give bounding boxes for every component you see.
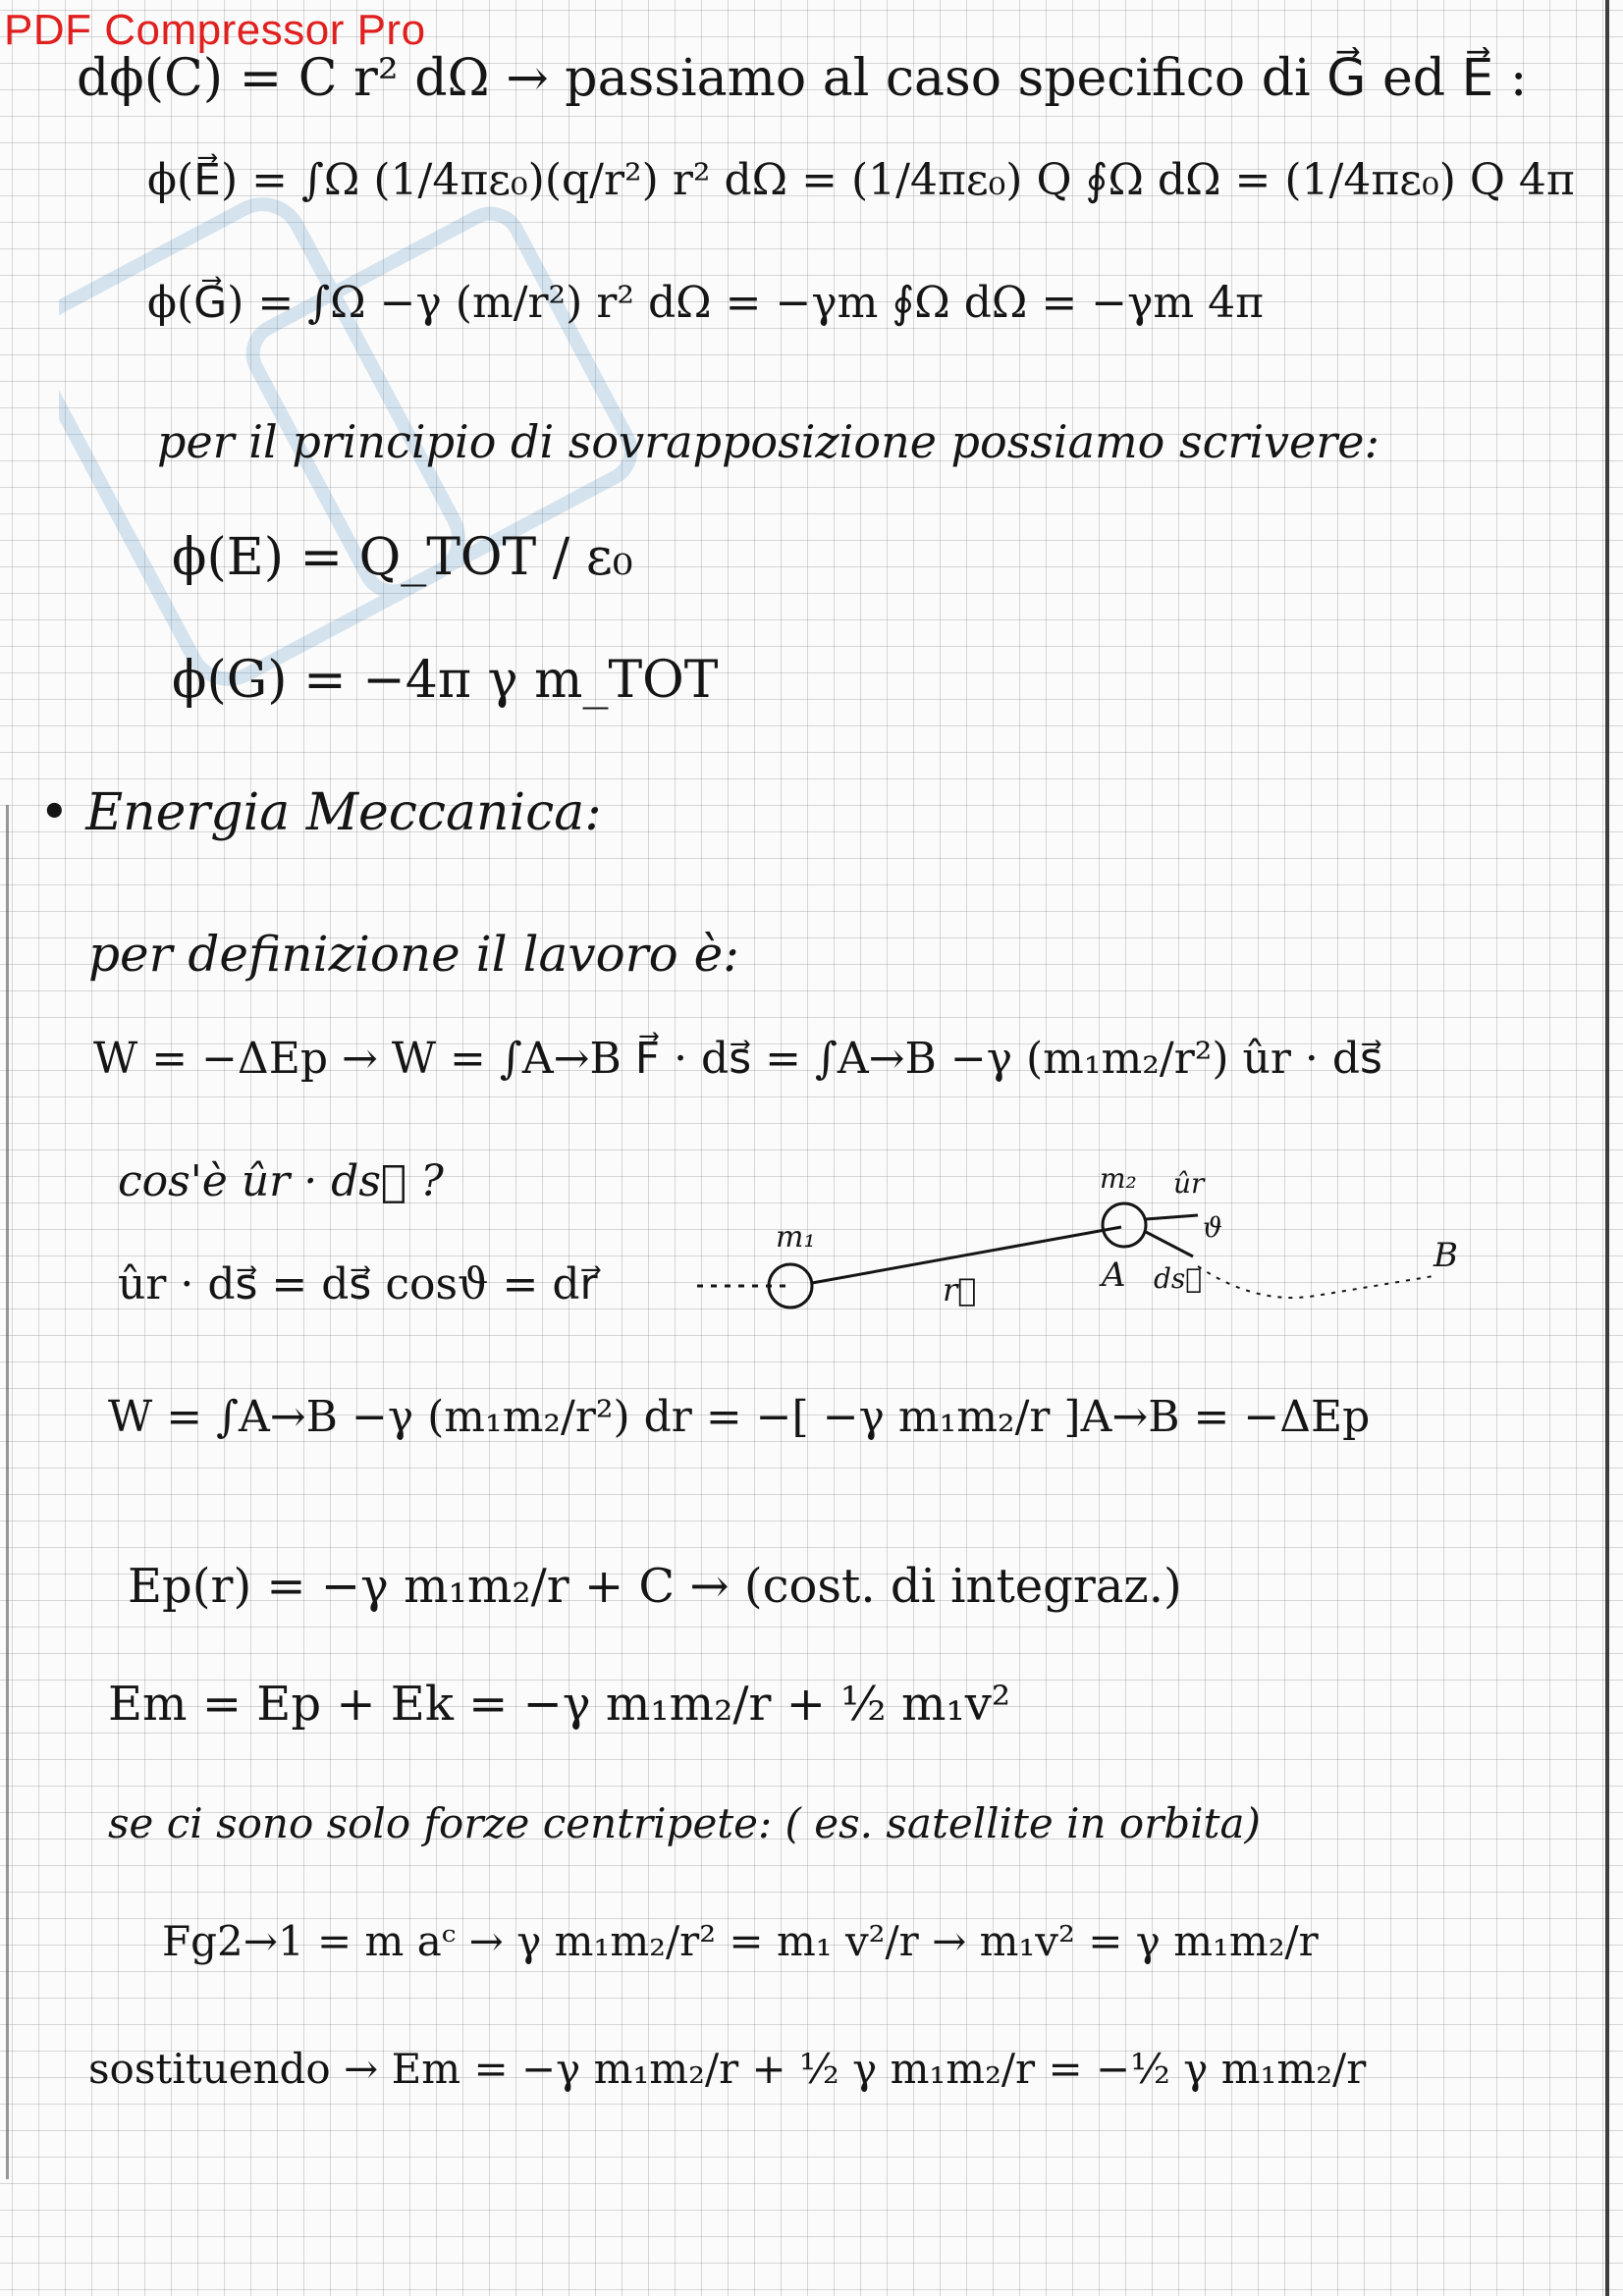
- line-question: cos'è ûr · ds⃗ ?: [118, 1156, 444, 1206]
- page-edge: [1605, 0, 1609, 2296]
- label-r: r⃗: [943, 1271, 977, 1308]
- line-work-integral: W = −ΔEp → W = ∫A→B F⃗ · ds⃗ = ∫A→B −γ (m₁m₂/r²) ûr · ds⃗: [93, 1034, 1382, 1084]
- line-substitution: sostituendo → Em = −γ m₁m₂/r + ½ γ m₁m₂/r = −½ γ m₁m₂/r: [88, 2045, 1367, 2093]
- line-gauss-E: ϕ(E) = Q_TOT / ε₀: [172, 528, 633, 587]
- line-centripetal: se ci sono solo forze centripete: ( es. satellite in orbita): [108, 1799, 1261, 1847]
- label-A: A: [1102, 1255, 1126, 1295]
- label-ds: ds⃗: [1154, 1262, 1203, 1295]
- line-gauss-G: ϕ(G) = −4π γ m_TOT: [172, 651, 719, 710]
- orbit-diagram: [668, 1158, 1473, 1355]
- label-ur: ûr: [1173, 1167, 1205, 1200]
- mass-2-circle: [1103, 1203, 1146, 1247]
- line-mechanical-energy: Em = Ep + Ek = −γ m₁m₂/r + ½ m₁v²: [108, 1677, 1011, 1732]
- ds-arrow: [1146, 1232, 1193, 1256]
- line-potential-energy: Ep(r) = −γ m₁m₂/r + C → (cost. di integraz.): [128, 1559, 1182, 1614]
- line-work-definition: per definizione il lavoro è:: [88, 926, 740, 983]
- label-B: B: [1434, 1236, 1458, 1275]
- label-m1: m₁: [776, 1220, 816, 1255]
- unit-vector-arrow: [1146, 1215, 1198, 1219]
- line-superposition: per il principio di sovrapposizione possiamo scrivere:: [157, 415, 1380, 468]
- section-heading-energia: • Energia Meccanica:: [39, 783, 602, 842]
- line-flux-definition: dϕ(C) = C r² dΩ → passiamo al caso specifico di G⃗ ed E⃗ :: [77, 49, 1528, 108]
- line-centripetal-force: Fg2→1 = m aᶜ → γ m₁m₂/r² = m₁ v²/r → m₁v² = γ m₁m₂/r: [162, 1917, 1319, 1965]
- watermark-label: PDF Compressor Pro: [4, 6, 426, 54]
- label-theta: ϑ: [1203, 1211, 1223, 1244]
- line-flux-E: ϕ(E⃗) = ∫Ω (1/4πε₀)(q/r²) r² dΩ = (1/4πε₀) Q ∮Ω dΩ = (1/4πε₀) Q 4π: [147, 155, 1575, 205]
- line-flux-G: ϕ(G⃗) = ∫Ω −γ (m/r²) r² dΩ = −γm ∮Ω dΩ = −γm 4π: [147, 278, 1265, 328]
- mass-1-circle: [769, 1264, 812, 1308]
- line-dot-product: ûr · ds⃗ = ds⃗ cosϑ = dr⃗: [118, 1259, 598, 1309]
- label-m2: m₂: [1100, 1162, 1137, 1195]
- margin-line: [6, 805, 9, 2179]
- trajectory-path: [1198, 1266, 1434, 1298]
- line-work-evaluated: W = ∫A→B −γ (m₁m₂/r²) dr = −[ −γ m₁m₂/r ]A→B = −ΔEp: [108, 1392, 1371, 1442]
